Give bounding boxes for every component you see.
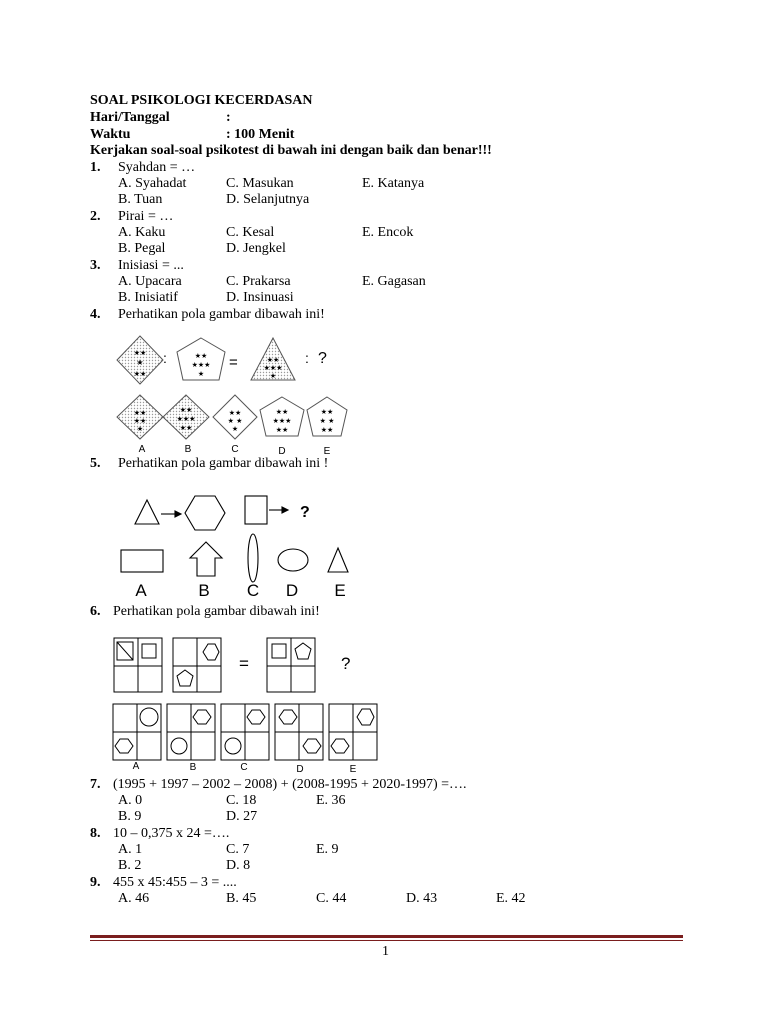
q2-number: 2. bbox=[90, 209, 101, 224]
q5-choice-b-label: B bbox=[198, 581, 210, 600]
q4-text: Perhatikan pola gambar dibawah ini! bbox=[118, 307, 325, 322]
q2-option-e: E. Encok bbox=[362, 225, 414, 240]
q5-choice-a-rectangle bbox=[121, 550, 163, 572]
q4-colon-2: : bbox=[305, 350, 309, 366]
svg-text:★★: ★★ bbox=[133, 409, 147, 417]
q1-option-b: B. Tuan bbox=[118, 192, 163, 207]
q9-option-e: E. 42 bbox=[496, 891, 526, 906]
q2-option-b: B. Pegal bbox=[118, 241, 166, 256]
q5-choice-c-label: C bbox=[246, 581, 260, 600]
q8-text: 10 – 0,375 x 24 =…. bbox=[113, 826, 230, 841]
svg-text:★★: ★★ bbox=[228, 409, 242, 417]
q3-option-b: B. Inisiatif bbox=[118, 290, 178, 305]
q8-option-c: C. 7 bbox=[226, 842, 250, 857]
date-label: Hari/Tanggal bbox=[90, 110, 170, 125]
q6-choice-b-label: B bbox=[189, 762, 197, 773]
q4-number: 4. bbox=[90, 307, 101, 322]
svg-text:★★★: ★★★ bbox=[176, 415, 196, 423]
instruction: Kerjakan soal-soal psikotest di bawah ini dengan baik dan benar!!! bbox=[90, 143, 492, 158]
q7-option-b: B. 9 bbox=[118, 809, 142, 824]
q7-option-d: D. 27 bbox=[226, 809, 258, 824]
q5-question-mark: ? bbox=[300, 504, 310, 521]
svg-text:★★★: ★★★ bbox=[272, 417, 292, 425]
svg-text:★ ★: ★ ★ bbox=[227, 417, 243, 425]
q7-option-e: E. 36 bbox=[316, 793, 346, 808]
svg-text:★: ★ bbox=[231, 425, 239, 433]
svg-text:★ ★: ★ ★ bbox=[319, 417, 335, 425]
svg-text:★★: ★★ bbox=[133, 417, 147, 425]
q8-option-d: D. 8 bbox=[226, 858, 251, 873]
q4-choice-c-label: C bbox=[231, 444, 239, 455]
q5-hexagon-shape bbox=[185, 496, 225, 530]
q9-option-c: C. 44 bbox=[316, 891, 347, 906]
q5-triangle-shape bbox=[135, 500, 159, 524]
footer-divider-thin bbox=[90, 940, 683, 941]
q7-option-c: C. 18 bbox=[226, 793, 257, 808]
time-value: : 100 Menit bbox=[226, 127, 295, 142]
q5-choice-a-label: A bbox=[135, 581, 147, 600]
svg-text:★★: ★★ bbox=[179, 406, 193, 414]
page-number: 1 bbox=[382, 944, 389, 959]
q9-number: 9. bbox=[90, 875, 101, 890]
q8-number: 8. bbox=[90, 826, 101, 841]
q9-option-d: D. 43 bbox=[406, 891, 438, 906]
q5-figure bbox=[115, 492, 355, 582]
svg-text:★★: ★★ bbox=[275, 408, 289, 416]
svg-text:★★★: ★★★ bbox=[263, 364, 283, 372]
q5-choice-b-arrow bbox=[190, 542, 222, 576]
q9-option-a: A. 46 bbox=[118, 891, 150, 906]
q4-choice-a-label: A bbox=[138, 444, 146, 455]
svg-text:★★: ★★ bbox=[179, 424, 193, 432]
q1-option-d: D. Selanjutnya bbox=[226, 192, 310, 207]
q6-text: Perhatikan pola gambar dibawah ini! bbox=[113, 604, 320, 619]
q7-text: (1995 + 1997 – 2002 – 2008) + (2008-1995 + 2020-1997) =…. bbox=[113, 777, 467, 792]
q3-option-a: A. Upacara bbox=[118, 274, 182, 289]
q3-number: 3. bbox=[90, 258, 101, 273]
q6-number: 6. bbox=[90, 604, 101, 619]
q5-choice-d-label: D bbox=[285, 581, 299, 600]
q4-choice-e-label: E bbox=[323, 446, 331, 457]
q2-option-c: C. Kesal bbox=[226, 225, 275, 240]
svg-text:★: ★ bbox=[136, 425, 144, 433]
q3-option-e: E. Gagasan bbox=[362, 274, 426, 289]
q4-question-mark: ? bbox=[318, 350, 327, 367]
q4-choice-b-label: B bbox=[184, 444, 192, 455]
q6-equals: = bbox=[239, 654, 249, 673]
q2-option-a: A. Kaku bbox=[118, 225, 166, 240]
svg-text:★★: ★★ bbox=[194, 352, 208, 360]
svg-text:★★: ★★ bbox=[320, 408, 334, 416]
q6-choice-c-label: C bbox=[240, 762, 248, 773]
q5-text: Perhatikan pola gambar dibawah ini ! bbox=[118, 456, 329, 471]
q1-option-e: E. Katanya bbox=[362, 176, 425, 191]
q6-choice-a-label: A bbox=[132, 761, 140, 772]
q3-text: Inisiasi = ... bbox=[118, 258, 184, 273]
q2-text: Pirai = … bbox=[118, 209, 174, 224]
q5-choice-e-label: E bbox=[334, 581, 346, 600]
q4-colon-1: : bbox=[163, 350, 167, 366]
q5-number: 5. bbox=[90, 456, 101, 471]
time-label: Waktu bbox=[90, 127, 131, 142]
q1-text: Syahdan = … bbox=[118, 160, 196, 175]
q7-number: 7. bbox=[90, 777, 101, 792]
svg-text:★★: ★★ bbox=[266, 356, 280, 364]
q9-option-b: B. 45 bbox=[226, 891, 257, 906]
q5-choice-e-triangle bbox=[328, 548, 348, 572]
q8-option-a: A. 1 bbox=[118, 842, 143, 857]
svg-text:★★★: ★★★ bbox=[191, 361, 211, 369]
q4-figure bbox=[115, 332, 345, 460]
svg-text:★: ★ bbox=[269, 372, 277, 380]
q1-option-c: C. Masukan bbox=[226, 176, 294, 191]
svg-text:★★: ★★ bbox=[275, 426, 289, 434]
q4-choice-d-label: D bbox=[278, 446, 286, 457]
svg-text:★★: ★★ bbox=[133, 370, 147, 378]
page-title: SOAL PSIKOLOGI KECERDASAN bbox=[90, 93, 313, 108]
q2-option-d: D. Jengkel bbox=[226, 241, 286, 256]
q9-text: 455 x 45:455 – 3 = .... bbox=[113, 875, 237, 890]
svg-text:★★: ★★ bbox=[320, 426, 334, 434]
q5-choice-d-oval bbox=[278, 549, 308, 571]
svg-text:★: ★ bbox=[136, 358, 144, 367]
q6-choice-d-label: D bbox=[296, 764, 304, 775]
q7-option-a: A. 0 bbox=[118, 793, 143, 808]
q5-square-shape bbox=[245, 496, 267, 524]
q1-option-a: A. Syahadat bbox=[118, 176, 187, 191]
q8-option-b: B. 2 bbox=[118, 858, 142, 873]
q5-choice-c-ellipse bbox=[248, 534, 258, 582]
date-value: : bbox=[226, 110, 231, 125]
svg-text:★: ★ bbox=[197, 370, 205, 378]
q6-choice-e-label: E bbox=[349, 764, 357, 775]
q3-option-c: C. Prakarsa bbox=[226, 274, 291, 289]
q3-option-d: D. Insinuasi bbox=[226, 290, 294, 305]
q8-option-e: E. 9 bbox=[316, 842, 339, 857]
svg-text:★★: ★★ bbox=[133, 349, 147, 357]
q4-equals: = bbox=[229, 354, 238, 371]
q6-question-mark: ? bbox=[341, 654, 351, 673]
footer-divider-thick bbox=[90, 935, 683, 938]
q1-number: 1. bbox=[90, 160, 101, 175]
